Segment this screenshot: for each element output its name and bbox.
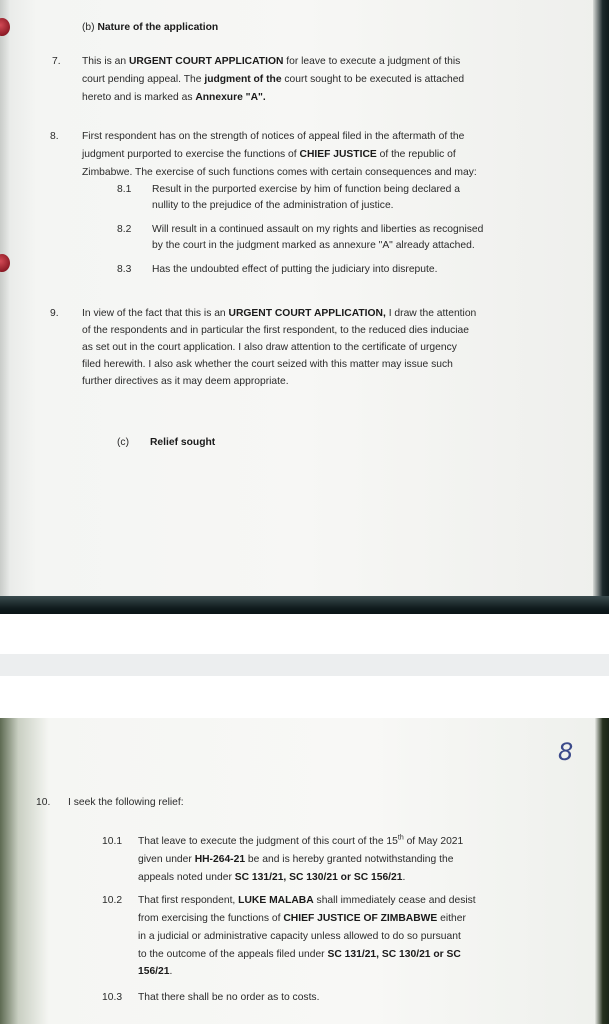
subparagraph-line: given under HH-264-21 be and is hereby granted notwithstanding the <box>138 854 454 865</box>
subparagraph-line: Result in the purported exercise by him of function being declared a <box>152 184 460 195</box>
subparagraph-number: 8.1 <box>117 184 132 195</box>
paragraph-number: 9. <box>50 308 59 319</box>
subparagraph-line: to the outcome of the appeals filed under SC 131/21, SC 130/21 or SC <box>138 949 461 960</box>
paragraph-line: further directives as it may deem appropriate. <box>82 376 289 387</box>
section-c-heading: Relief sought <box>150 437 216 448</box>
paragraph-line: hereto and is marked as Annexure "A". <box>82 92 266 103</box>
paragraph-line: judgment purported to exercise the functions of CHIEF JUSTICE of the republic of <box>82 149 456 160</box>
paragraph-line: filed herewith. I also ask whether the court seized with this matter may issue such <box>82 359 453 370</box>
page-shadow <box>0 0 10 614</box>
subparagraph-line: Will result in a continued assault on my rights and liberties as recognised <box>152 224 484 235</box>
subparagraph-line: nullity to the prejudice of the administration of justice. <box>152 200 394 211</box>
subparagraph-number: 8.3 <box>117 264 132 275</box>
page-edge <box>593 0 609 614</box>
subparagraph-line: That leave to execute the judgment of this court of the 15th of May 2021 <box>138 834 464 847</box>
page-divider <box>0 614 609 718</box>
document-page-2 <box>0 718 609 1024</box>
paragraph-line: court pending appeal. The judgment of the court sought to be executed is attached <box>82 74 465 85</box>
handwritten-page-number: 8 <box>558 738 574 766</box>
subparagraph-line: Has the undoubted effect of putting the judiciary into disrepute. <box>152 264 438 275</box>
page-edge <box>0 596 609 614</box>
paragraph-line: I seek the following relief: <box>68 797 184 808</box>
subparagraph-line: appeals noted under SC 131/21, SC 130/21 or SC 156/21. <box>138 872 406 883</box>
subparagraph-number: 10.3 <box>102 992 123 1003</box>
subparagraph-line: 156/21. <box>138 966 173 977</box>
subparagraph-line: That there shall be no order as to costs. <box>138 992 320 1003</box>
subparagraph-number: 8.2 <box>117 224 132 235</box>
divider-band <box>0 654 609 676</box>
paragraph-number: 7. <box>52 56 61 67</box>
subparagraph-line: from exercising the functions of CHIEF JUSTICE OF ZIMBABWE either <box>138 913 466 924</box>
section-b-heading: (b) Nature of the application <box>82 22 219 33</box>
subparagraph-line: That first respondent, LUKE MALABA shall immediately cease and desist <box>138 895 476 906</box>
subparagraph-number: 10.1 <box>102 836 123 847</box>
paragraph-line: as set out in the court application. I also draw attention to the certificate of urgency <box>82 342 457 353</box>
paragraph-line: This is an URGENT COURT APPLICATION for leave to execute a judgment of this <box>82 56 461 67</box>
subparagraph-number: 10.2 <box>102 895 123 906</box>
subparagraph-line: by the court in the judgment marked as annexure "A" already attached. <box>152 240 475 251</box>
paragraph-number: 10. <box>36 797 51 808</box>
paragraph-line: First respondent has on the strength of notices of appeal filed in the aftermath of the <box>82 131 465 142</box>
paragraph-line: Zimbabwe. The exercise of such functions comes with certain consequences and may: <box>82 167 477 178</box>
subparagraph-line: in a judicial or administrative capacity unless allowed to do so pursuant <box>138 931 461 942</box>
section-c-letter: (c) <box>117 437 130 448</box>
paragraph-line: In view of the fact that this is an URGENT COURT APPLICATION, I draw the attention <box>82 308 477 319</box>
page-edge <box>595 718 609 1024</box>
paragraph-line: of the respondents and in particular the first respondent, to the reduced dies induciae <box>82 325 469 336</box>
paragraph-number: 8. <box>50 131 59 142</box>
